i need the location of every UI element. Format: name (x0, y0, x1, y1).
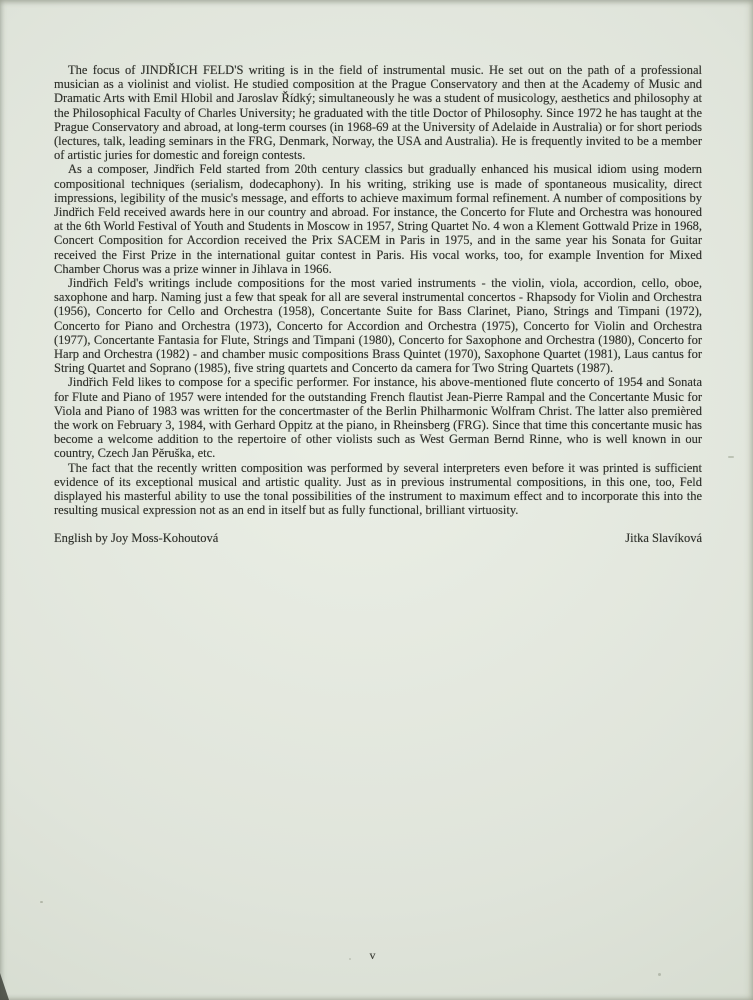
paragraph-3: Jindřich Feld's writings include compositions for the most varied instruments - the violin, viola, accordion, cello, oboe, saxophone and harp. Naming just a few that speak for all are several instrumental concertos - Rhapsody for Violin and Orchestra (1956), Concerto for Cello and Orchestra (1958), Concertante Suite for Bass Clarinet, Piano, Strings and Timpani (1972), Concerto for Piano and Orchestra (1973), Concerto for Accordion and Orchestra (1975), Concerto for Violin and Orchestra (1977), Concertante Fantasia for Flute, Strings and Timpani (1980), Concerto for Saxophone and Orchestra (1980), Concerto for Harp and Orchestra (1982) - and chamber music compositions Brass Quintet (1970), Saxophone Quartet (1981), Laus cantus for String Quartet and Soprano (1985), five string quartets and Concerto da camera for Two String Quartets (1987). (54, 276, 702, 376)
translator-credit: English by Joy Moss-Kohoutová (54, 530, 219, 545)
paper-speck (658, 973, 661, 976)
page-number: v (369, 948, 376, 962)
paragraph-2: As a composer, Jindřich Feld started from 20th century classics but gradually enhanced his musical idiom using modern compositional techniques (serialism, dodecaphony). In his writing, striking use is made of spontaneous musicality, direct impressions, legibility of the music's message, and efforts to achieve maximum formal refinement. A number of compositions by Jindřich Feld received awards here in our country and abroad. For instance, the Concerto for Flute and Orchestra was honoured at the 6th World Festival of Youth and Students in Moscow in 1957, String Quartet No. 4 won a Klement Gottwald Prize in 1968, Concert Composition for Accordion received the Prix SACEM in Paris in 1975, and in the same year his Sonata for Guitar received the First Prize in the international guitar contest in Paris. His vocal works, too, for example Invention for Mixed Chamber Chorus was a prize winner in Jihlava in 1966. (54, 162, 702, 276)
paper-speck (530, 296, 533, 298)
author-credit: Jitka Slavíková (625, 530, 702, 545)
paragraph-4: Jindřich Feld likes to compose for a specific performer. For instance, his above-mentioned flute concerto of 1954 and Sonata for Flute and Piano of 1957 were intended for the outstanding French flautist Jean-Pierre Rampal and the Concertante Music for Viola and Piano of 1983 was written for the concertmaster of the Berlin Philharmonic Wolfram Christ. The latter also premièred the work on February 3, 1984, with Gerhard Oppitz at the piano, in Rheinsberg (FRG). Since that time this concertante music has become a welcome addition to the repertoire of other violists such as West German Bernd Rinne, who is well known in our country, Czech Jan Pěruška, etc. (54, 375, 702, 461)
paper-speck (349, 958, 351, 960)
paragraph-1: The focus of JINDŘICH FELD'S writing is in the field of instrumental music. He set out on the path of a professional musician as a violinist and violist. He studied composition at the Prague Conservatory and then at the Academy of Music and Dramatic Arts with Emil Hlobil and Jaroslav Řídký; simultaneously he was a student of musicology, aesthetics and philosophy at the Philosophical Faculty of Charles University; he graduated with the title Doctor of Philosophy. Since 1972 he has taught at the Prague Conservatory and abroad, at long-term courses (in 1968-69 at the University of Adelaide in Australia) or for short periods (lectures, talk, leading seminars in the FRG, Denmark, Norway, the USA and Australia). He is frequently invited to be a member of artistic juries for domestic and foreign contests. (54, 63, 702, 163)
paper-speck (40, 901, 43, 903)
scan-corner-artifact (0, 973, 9, 1000)
credits-line (54, 531, 702, 545)
body-text (54, 63, 702, 545)
paper-speck (728, 456, 734, 458)
paragraph-5: The fact that the recently written composition was performed by several interpreters even before it was printed is sufficient evidence of its exceptional musical and artistic quality. Just as in previous instrumental compositions, in this one, too, Feld displayed his masterful ability to use the tonal possibilities of the instrument to maximum effect and to incorporate this into the resulting musical expression not as an end in itself but as fully functional, brilliant virtuosity. (54, 460, 702, 518)
